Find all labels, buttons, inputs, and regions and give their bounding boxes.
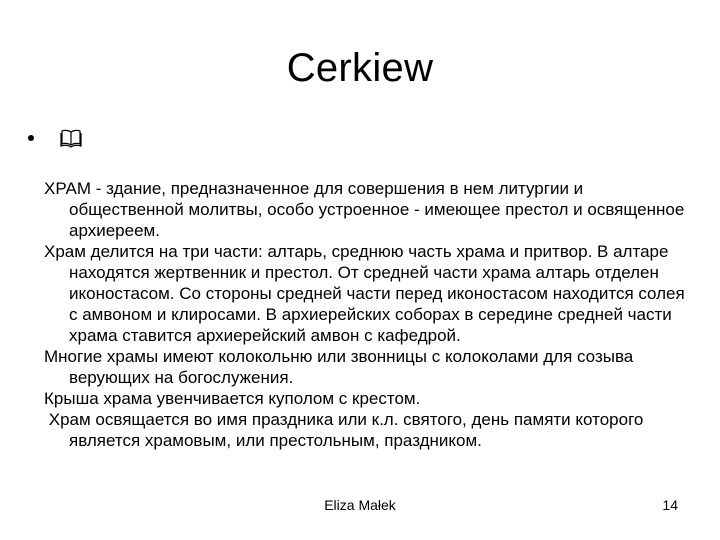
paragraph-dome: Крыша храма увенчивается куполом с крестом. bbox=[44, 389, 421, 408]
paragraph-bells: Многие храмы имеют колокольню или звонницы с колоколами для созыва верующих на богослужения. bbox=[44, 347, 634, 387]
footer-author: Eliza Małek bbox=[324, 497, 396, 513]
paragraph-parts: Храм делится на три части: алтарь, среднюю часть храма и притвор. В алтаре находятся жертвенник и престол. От средней части храма алтарь отделен иконостасом. Со стороны средней части перед иконостасом находится солея с амвоном и клиросами. В архиерейских соборах в середине средней части храма ставится архиерейский амвон с кафедрой. bbox=[44, 242, 685, 345]
page-number: 14 bbox=[662, 497, 678, 513]
paragraph-consecration: Храм освящается во имя праздника или к.л. святого, день памяти которого является храмовым, или престольным, праздником. bbox=[44, 410, 649, 450]
slide-title: Cerkiew bbox=[286, 46, 434, 90]
bullet-dot bbox=[28, 135, 34, 141]
bullet-item bbox=[28, 126, 82, 150]
book-icon bbox=[60, 128, 82, 148]
body-text bbox=[44, 178, 694, 451]
paragraph-definition: ХРАМ - здание, предназначенное для совершения в нем литургии и общественной молитвы, особо устроенное - имеющее престол и освященное архиереем. bbox=[44, 179, 685, 240]
